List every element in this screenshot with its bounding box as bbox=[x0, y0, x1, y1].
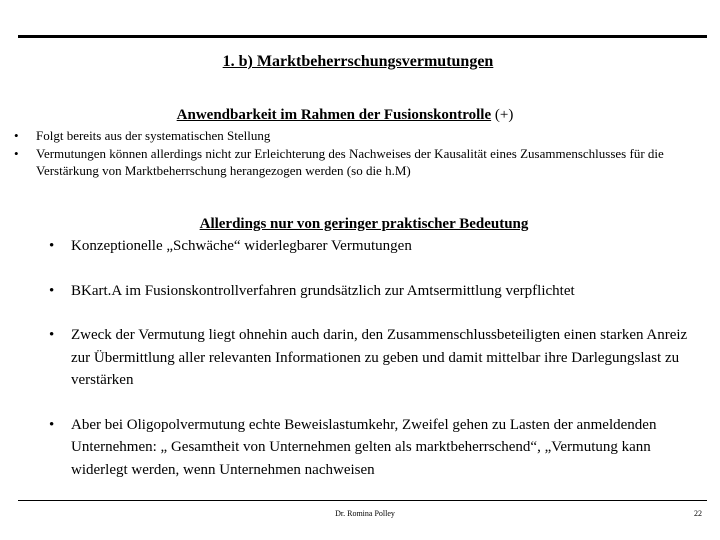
bullet-icon: • bbox=[49, 416, 55, 433]
top-divider bbox=[18, 35, 707, 38]
list-item bbox=[14, 127, 664, 145]
list-item-text: Vermutungen können allerdings nicht zur Erleichterung des Nachweises der Kausalität eines Zusammenschlusses für die Verstärkung von Marktbeherrschung herangezogen werden (so die h.M) bbox=[36, 145, 664, 178]
significance-list bbox=[49, 235, 689, 481]
section-heading-applicability-suffix: (+) bbox=[494, 107, 514, 123]
list-item-text: Konzeptionelle „Schwäche“ widerlegbarer Vermutungen bbox=[71, 238, 412, 254]
list-item-text: Zweck der Vermutung liegt ohnehin auch darin, den Zusammenschlussbeteiligten einen starken Anreiz zur Übermittlung aller relevanten Informationen zu geben und damit mittelbar ihre Darlegungslast zu verstärken bbox=[71, 327, 688, 388]
bullet-icon: • bbox=[14, 145, 19, 161]
list-item bbox=[49, 280, 689, 303]
list-item-text: BKart.A im Fusionskontrollverfahren grundsätzlich zur Amtsermittlung verpflichtet bbox=[71, 282, 575, 299]
bullet-icon: • bbox=[49, 327, 55, 343]
bullet-icon: • bbox=[14, 128, 19, 143]
bullet-icon: • bbox=[49, 238, 55, 254]
slide-title: 1. b) Marktbeherrschungsvermutungen bbox=[222, 53, 494, 70]
list-item bbox=[14, 145, 664, 180]
list-item bbox=[49, 414, 689, 482]
applicability-list bbox=[14, 127, 664, 180]
list-item-text: Aber bei Oligopolvermutung echte Beweislastumkehr, Zweifel gehen zu Lasten der anmeldenden Unternehmen: „ Gesamtheit von Unternehmen gelten als marktbeherrschend“, „Vermutung kann widerlegt werden, wenn Unternehmen nachweisen bbox=[71, 416, 657, 478]
section-heading-applicability bbox=[0, 106, 690, 125]
bullet-icon: • bbox=[49, 282, 55, 299]
section-heading-applicability-text: Anwendbarkeit im Rahmen der Fusionskontrolle bbox=[176, 107, 492, 123]
list-item-text: Folgt bereits aus der systematischen Stellung bbox=[36, 128, 271, 143]
section-heading-significance: Allerdings nur von geringer praktischer Bedeutung bbox=[199, 216, 529, 232]
footer-author: Dr. Romina Polley bbox=[335, 509, 395, 518]
bottom-divider bbox=[18, 500, 707, 501]
page-number: 22 bbox=[694, 509, 702, 518]
list-item bbox=[49, 324, 689, 392]
list-item bbox=[49, 235, 689, 258]
